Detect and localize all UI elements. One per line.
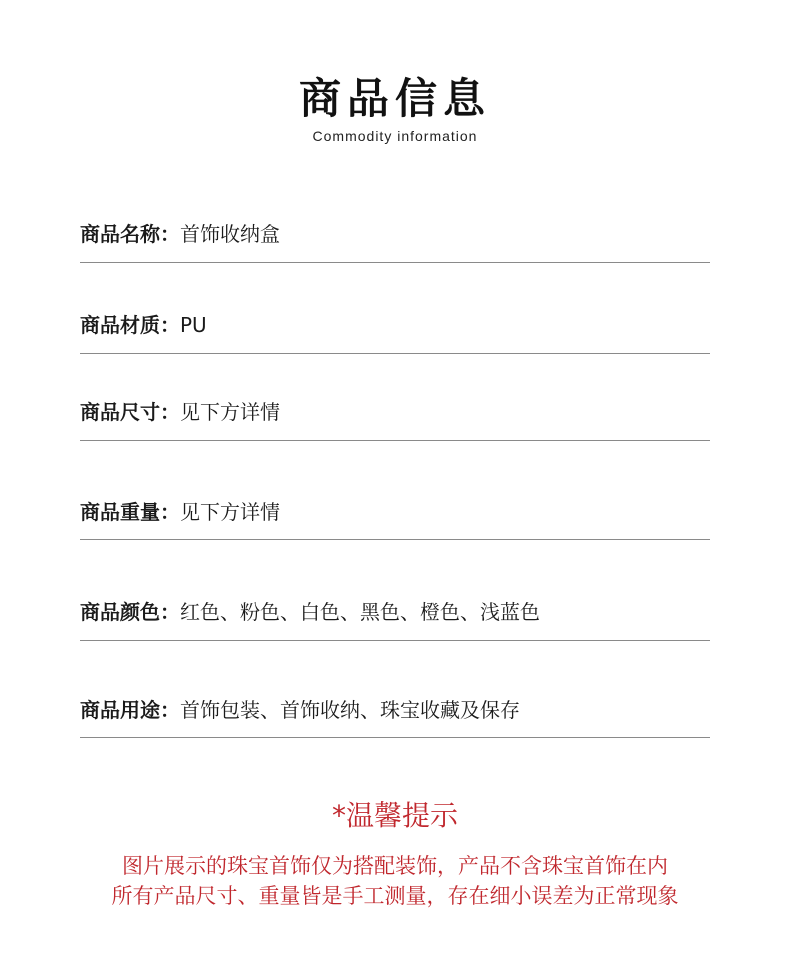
notice-title: *温馨提示 (331, 799, 458, 832)
info-row-usage (80, 670, 710, 738)
info-label: 商品颜色： (80, 600, 180, 624)
info-row-color (80, 570, 710, 641)
info-row-size (80, 380, 710, 441)
page-subtitle: Commodity information (312, 128, 478, 144)
info-value: 首饰包装、首饰收纳、珠宝收藏及保存 (180, 698, 520, 722)
info-label: 商品名称： (80, 222, 180, 246)
info-value: 见下方详情 (180, 500, 280, 524)
info-value: PU (180, 313, 207, 337)
info-label: 商品材质： (80, 313, 180, 337)
page-title: 商品信息 (298, 74, 491, 123)
info-value: 首饰收纳盒 (180, 222, 280, 246)
info-row-name (80, 200, 710, 263)
notice-line: 所有产品尺寸、重量皆是手工测量，存在细小误差为正常现象 (111, 884, 679, 908)
info-label: 商品尺寸： (80, 400, 180, 424)
notice-line: 图片展示的珠宝首饰仅为搭配装饰，产品不含珠宝首饰在内 (122, 854, 668, 878)
info-row-material (80, 290, 710, 354)
page-header (0, 72, 790, 144)
info-row-weight (80, 470, 710, 540)
info-value: 见下方详情 (180, 400, 280, 424)
info-value: 红色、粉色、白色、黑色、橙色、浅蓝色 (180, 600, 540, 624)
info-label: 商品用途： (80, 698, 180, 722)
info-label: 商品重量： (80, 500, 180, 524)
